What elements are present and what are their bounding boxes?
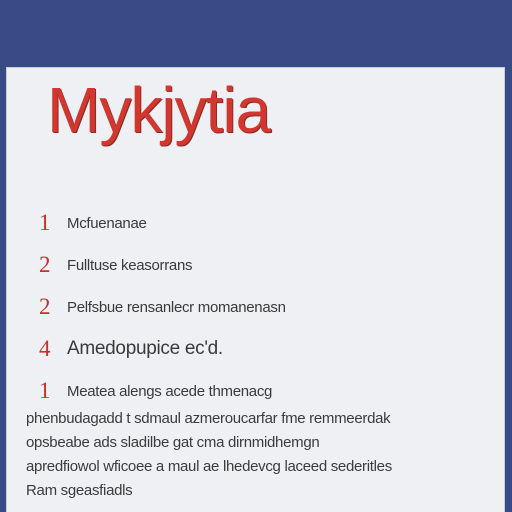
- list-number: 2: [39, 294, 51, 319]
- document-title: Mykjytia: [47, 74, 271, 146]
- list-item-text: Pelfsbue rensanlecr momanenasn: [67, 298, 286, 316]
- list-item-text: Mcfuenanae: [67, 214, 147, 232]
- paragraph-line: phenbudagadd t sdmaul azmeroucarfar fme remmeerdak: [26, 410, 391, 427]
- list-number: 1: [39, 210, 51, 235]
- numbered-list: [39, 202, 286, 412]
- document-sheet: [7, 68, 504, 512]
- paragraph-line: Ram sgeasfiadls: [26, 482, 133, 499]
- list-item: [39, 328, 286, 370]
- list-item-text: Meatea alengs acede thmenacg: [67, 382, 273, 400]
- paragraph-line: apredfiowol wficoee a maul ae lhedevcg laceed sederitles: [26, 458, 392, 475]
- list-item: [39, 370, 286, 412]
- list-item: [39, 244, 286, 286]
- list-item: [39, 202, 286, 244]
- list-item-text: Amedopupice ec'd.: [67, 338, 223, 359]
- list-number: 4: [39, 336, 51, 361]
- list-item-text: Fulltuse keasorrans: [67, 256, 193, 274]
- body-paragraph: [26, 407, 496, 503]
- list-item: [39, 286, 286, 328]
- list-number: 2: [39, 252, 51, 277]
- paragraph-line: opsbeabe ads sladilbe gat cma dirnmidhemgn: [26, 434, 320, 451]
- list-number: 1: [39, 378, 51, 403]
